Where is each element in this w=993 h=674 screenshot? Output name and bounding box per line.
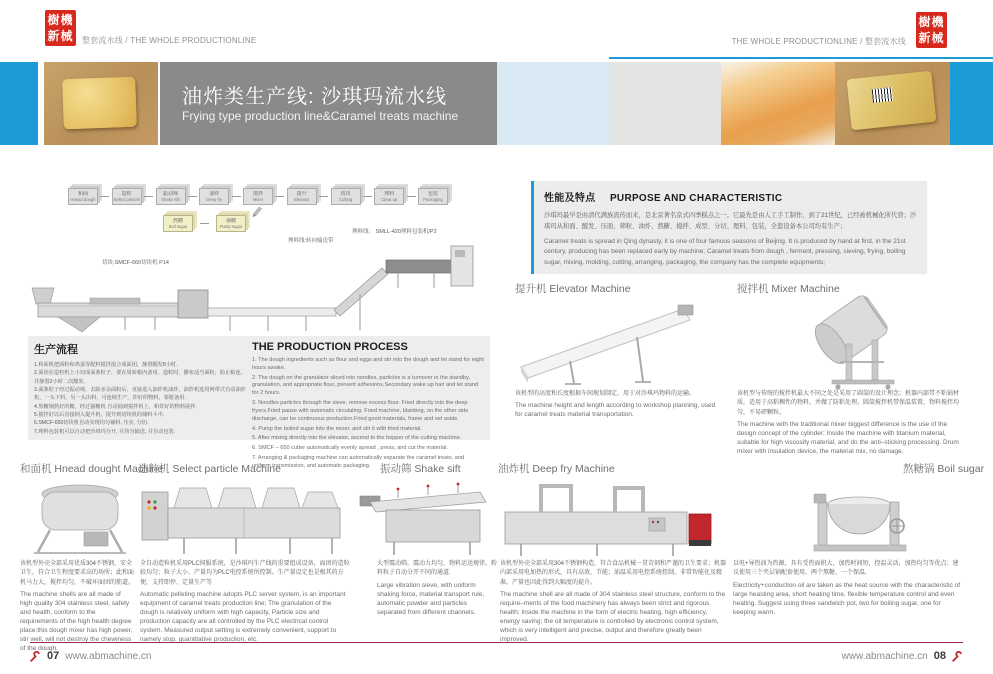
flow-card-zh: 包装 [427,190,438,197]
mixer-caption [737,390,963,456]
dough-desc-zh: 该机型外壳全部采用优质304不锈钢，安全卫生，符合卫生程度要求高的场所；此和面机马力大，搅拌均匀，不破坏面团的筋道。 [20,561,135,586]
flow-card-en: Clear up [381,196,398,202]
photo-sachima-plate [44,62,158,145]
elevator-desc-en: The machine height and length according to workshop planning, used for caramel treats material transportation. [515,402,716,419]
sift-desc-en: Large vibration sieve, with uniform shaking force, material transport rule, automatic powder and particles separated from different channels. [377,581,485,616]
banner-top-rule [609,57,993,59]
wrench-icon [30,651,41,662]
flow-card-en: Pump sugar [219,223,243,229]
fry-desc-en: The machine shell are all made of 304 stainless steel structure, conform to the require–ments of the food machinery has always been strict and rigorous health; Inside the machine in the form of electric heating, high efficiency, energy saving; the oil temperature is controlled by electronic control system, which is very intelligent and precise, output and therefore greatly been improved. [500,590,726,644]
dough-heading: 和面机 Hnead dought Machine [20,463,163,475]
flow-card-zh: 抽糖 [225,217,236,224]
flow-dash [232,196,241,197]
photo-sachima-closeup [721,62,835,145]
sift-desc-zh: 大型震动筛，震动力均匀，物料运送规律，粉料粒子自动分开不同的通道. [377,561,498,577]
sift-heading: 振动筛 Shake sift [380,463,461,475]
page-number-right: 08 [933,650,946,662]
flow-chart-row [68,185,448,207]
flow-card [287,188,317,205]
flow-card-en: Elevator [294,196,310,202]
purpose-title [544,188,917,206]
diagram-label-packer: 理料线： SMLL-420理料包装机/P2 [352,229,437,235]
process-step: 1. The dough ingredients such as flour and eggs and stir into the dough and let stand for eight hours awake. [252,357,484,371]
fry-desc-zh: 该机型外壳全部采用304不锈钢构造，符合食品机械一贯苛刻和严谨的卫生要求；机器内部采用电加热的形式，具有高效、节能；油温采用电控系统控制，非常智能化及精准，产量也因此得到大幅度的提升。 [500,561,727,586]
flow-card-zh: 理料 [384,190,395,197]
process-title-zh: 生产流程 [34,344,78,356]
particle-machine-image [140,476,348,558]
fry-machine-image [497,476,715,560]
flow-card-sugar [216,215,246,232]
flow-card-en: Hnead dough [70,196,96,202]
purpose-title-en: PURPOSE AND CHARACTERISTIC [609,193,783,204]
process-step: 5. After mixing directly into the elevator, ascend to the hopper of the cutting machine. [252,435,462,442]
flow-card-zh: 熬糖 [172,217,183,224]
flow-card-en: Select particle [113,196,140,202]
diagram-label-turn-conveyor: 理料线:转向输送带 [288,238,334,244]
flow-card-en: Deep fry [206,196,223,202]
footer-rule [30,642,963,643]
flow-card-en: Shake sift [161,196,180,202]
flow-card-zh: 油炸 [209,190,220,197]
production-line-diagram [30,230,475,335]
elevator-caption [515,390,721,419]
flow-dash [363,196,372,197]
process-step: 6.SMCF-650切块机自动实现均匀铺料, 压实, 分切. [34,420,149,427]
sift-machine-image [358,478,498,558]
particle-desc-zh: 全自动造粒机采用PLC伺服系统，是沙琪玛生产线的重要组成设备，面团的造粒较均匀；粒子大小、产量均为PLC电控系统所控制。生产量设定也是极其的方便，支持即停、定量生产等 [140,561,350,586]
elevator-machine-image [515,299,717,387]
flow-card-zh: 提升 [296,190,307,197]
flow-card [112,188,142,205]
mixer-machine-image [780,290,930,390]
flow-card-en: Boil sugar [168,223,188,229]
flow-card-sugar [163,215,193,232]
process-step: 7. Arranging & packaging machine can automatically separate the caramel treats, and uniform transmission, and automatic packaging. [252,455,465,469]
flow-dash [407,196,416,197]
dough-machine-image [28,480,132,556]
pencil-icon [249,205,263,221]
particle-desc-en: Automatic pelleting machine adopts PLC server system, is an important equipment of caramel treats production line; The granulation of the dough is relatively uniform with high capacity, Particle size and production capacity are all controlled by the PLC electrical control system. Measured output setting is extremely convenient, support to namely stop, quantitative production, etc. [140,590,346,644]
purpose-box [531,181,927,274]
flow-card-zh: 切块 [340,190,351,197]
flow-dash [319,196,328,197]
dough-caption [20,560,134,654]
flow-card [68,188,98,205]
package-image [846,71,936,131]
banner-blue-block-right [950,62,993,145]
flow-card [199,188,229,205]
process-title-en: THE PRODUCTION PROCESS [252,341,408,353]
purpose-body-zh: 沙琪玛最早是由清代满族流传而来，是北京著名京式四季糕点之一。它最先是由人工手工制作，到了21世纪，已经被机械化所代替；沙琪玛从和面、醒发、压面、筛粒、油炸、熬糖、搅拌、成型、分切、理料、包装，全套设备本公司均有生产； [544,212,917,231]
flow-card [156,188,186,205]
flow-card-zh: 和面 [77,190,88,197]
purpose-title-zh: 性能及特点 [544,193,596,204]
page-number-left: 07 [47,650,60,662]
flow-dash [275,196,284,197]
process-step: 4.熬糖锅熬好的糖，经过抽糖机 自动抽到搅拌机上，和炸好的物料混拌. [34,403,197,410]
sift-caption [377,560,497,617]
fry-heading: 油炸机 Deep fry Machine [498,463,615,475]
page-title-en: Frying type production line&Caramel treats machine [182,109,459,123]
elevator-desc-zh: 该机型的高度和长度根据车间规划制定，用于对沙琪玛物料的运输。 [515,391,696,397]
sugar-caption [733,560,963,617]
process-en-column [252,341,484,473]
process-step: 5.搅拌好以后直接倒入提升机，提升到切块机的储料斗中. [34,411,165,418]
process-step: 7.理料包装机可以自动把沙琪玛分开, 并均匀输送, 并自动包装. [34,428,176,435]
flow-card-zh: 搅拌 [252,190,263,197]
sugar-heading: 熬糖锅 Boil sugar [903,463,985,475]
process-step: 3.面条粒子经过振动筛，去除多余面粉后，直接进入油炸机油炸，油炸机选用网带式自动油炸机，一头下料，另一头出料，可连续生产。炸好的物料，要框备用. [34,386,246,402]
header-tagline-right: THE WHOLE PRODUCTIONLINE / 整套流水线 [731,37,906,46]
banner-title-block [160,62,497,145]
website-url-right[interactable]: www.abmachine.cn [841,650,928,662]
flow-dash [144,196,153,197]
flow-card-zh: 造粒 [121,190,132,197]
banner-blue-block-left [0,62,38,145]
photo-sachima-package [835,62,950,145]
footer-right [842,650,963,662]
process-step: 1.和面机把面粉和鸡蛋等配料搅拌混合成面团，静置醒发8小时. [34,362,178,368]
mixer-desc-en: The machine with the traditional mixer biggest difference is the use of the design concept of the cylinder; Inside the machine with titanium material, suitable for high viscosity material, and do the anti–sticking processing. Drum mixer with insulation device, the material mix, no damage. [737,420,959,456]
process-zh-column [34,341,246,436]
flow-card [418,188,448,205]
flow-card [374,188,404,205]
elevator-heading: 提升机 Elevator Machine [515,283,631,295]
sachima-image [63,77,138,129]
brand-seal-logo-right: 樹機新械 [916,12,947,48]
flow-card [243,188,273,205]
particle-heading: 造粒机 Select particle Machine [138,463,281,475]
banner-lightblue-block [497,62,609,145]
flow-dash [200,223,209,224]
sugar-desc-zh: 以电+导热油为热源，具有受热面积大，加热时间短，控温灵活，加热均匀等优点；建议使用三个夹层锅配套使用，两个熬糖、一个保温. [733,561,959,577]
flow-card-en: Packaging [423,196,443,202]
website-url-left[interactable]: www.abmachine.cn [65,650,152,662]
page-title-zh: 油炸类生产线: 沙琪玛流水线 [182,86,448,108]
brand-seal-logo-left: 樹機新械 [45,10,76,46]
flow-dash [188,196,197,197]
process-step: 6. SMCF – 650 cutter automatically evenly spread , press, and cut the material. [252,445,448,452]
flow-card [331,188,361,205]
process-step: 3. Noodles particles through the sieve, remove excess flour. Fried directly into the deep fryers.Fried pause with automatic circulating. Fried machine, blanking, on the other side discharge, can be continuous production.Fried good materials, frame and set aside. [252,400,469,422]
fry-caption [500,560,728,644]
particle-caption [140,560,350,644]
process-step: 2.面团在造粒机上小切成面条粒子，要在周转箱内备用，造粒时，撒布适当面粉，防止粘连，并静置2小时二次醒发. [34,370,246,385]
sugar-desc-en: Electricity+conduction oil are taken as the heat source with the characteristic of large heasting area, short heating time, flexible temperature control and even heating. Suggest using three sandwich pot, two for boiling sugar, one for keeping warm. [733,581,961,616]
process-step: 4. Pump the boiled sugar into the mixer, and stir it with fried material. [252,425,422,432]
purpose-body-en: Caramel treats is spread in Qing dynasty, it is one of four famous seasons of Beijing. It is produced by hand at first, in the 21st century, producing has been replaced early by machine; Caramel treats from dough , ferment, pressing, sieving, frying, boiling sugar, mixing, molding, cutting, arranging, packaging, the company has the complete equipments; [544,238,906,266]
diagram-label-cutter: 切块:SMCF-660切块机 P14 [102,260,169,266]
dough-desc-en: The machine shells are all made of high quality 304 stainless steel, safety and health, conform to the requirements of the high health degree place;this dough mixer has high power, stir well, will not destroy the chewiness of the dough. [20,590,133,653]
flow-dash [100,196,109,197]
mixer-heading: 搅拌机 Mixer Machine [737,283,840,295]
banner-lightgray-block [609,62,721,145]
flow-card-en: Cutting [338,196,353,202]
flow-card-en: Mixer [252,196,264,202]
process-step: 2. The dough on the granulator sliced into noodles, particles is a turnover in the standby, granulation, and appropriate flour, prevent adhesions.Secondary wake up hair and let stand for 2 hours. [252,374,479,397]
wrench-icon [952,651,963,662]
sugar-kettle-image [812,482,908,558]
footer-left [30,650,151,662]
barcode [871,88,893,103]
header-tagline-left: 整套流水线 / THE WHOLE PRODUCTIONLINE [82,36,257,45]
mixer-desc-zh: 该机型与传统的搅拌机最大不同之处是采用了圆筒的设计理念；机器内部带不粘锅材质，适用于高粘稠性的物料，并做了防粘处理。圆筒搅拌机带保温装置，物料搅拌均匀，不易碎颗粒。 [737,391,960,416]
flow-card-zh: 振动筛 [162,190,178,197]
